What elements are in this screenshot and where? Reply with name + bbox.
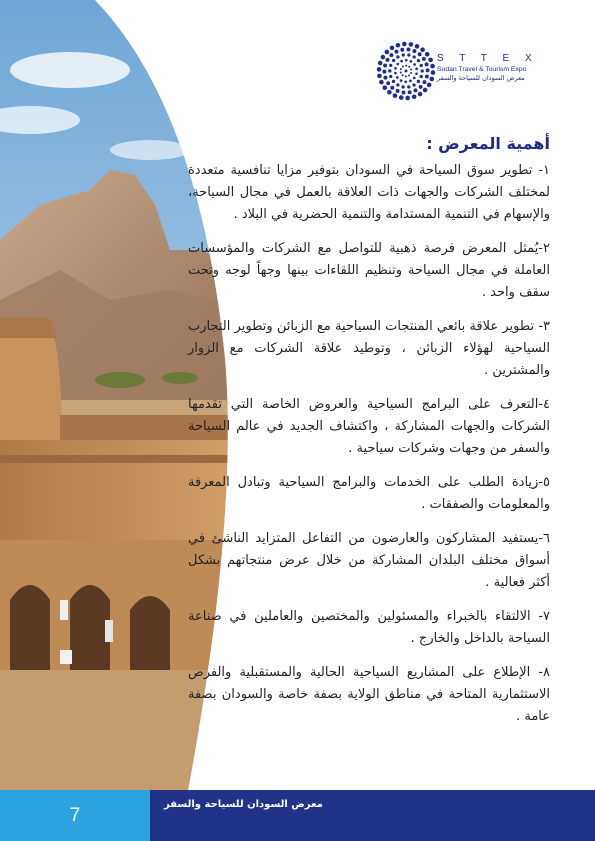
page-number-box: [0, 790, 150, 841]
list-item: ٧- الالتقاء بالخبراء والمسئولين والمختصين والعاملين في صناعة السياحة بالداخل والخارج .: [188, 609, 550, 646]
importance-section: [188, 134, 550, 740]
list-item: ١- تطوير سوق السياحة في السودان بتوفير مزايا تنافسية متعددة لمختلف الشركات والجهات ذات العلاقة بالعمل في مجال السياحة، والإسهام في التنمية المستدامة والتنمية الحضرية في البلاد .: [188, 163, 550, 222]
list-item: ٤-التعرف على البرامج السياحية والعروض الخاصة التي تقدمها الشركات والجهات المشاركة ، واكتشاف الجديد في عالم السياحة والسفر من وجهات وشركات سياحية .: [188, 397, 550, 456]
page-number: 7: [69, 804, 81, 826]
page-footer: [0, 790, 595, 841]
logo-arabic-name: معرض السودان للسياحة والسفر: [437, 74, 525, 82]
list-item: ٨- الإطلاع على المشاريع السياحية الحالية والمستقبلية والفرص الاستثمارية المتاحة في مناطق الولاية بصفة خاصة والسودان بصفة عامة .: [188, 665, 550, 724]
logo-english-name: Sudan Travel & Tourism Expo: [437, 66, 527, 73]
list-item: ٢-يُمثل المعرض فرصة ذهبية للتواصل مع الشركات والمؤسسات العاملة في مجال السياحة وتنظيم اللقاءات بينها وجهاً لوجه وتحت سقف واحد .: [188, 241, 550, 300]
dotted-globe-icon: [376, 41, 436, 101]
footer-title: معرض السودان للسياحة والسفر: [164, 799, 323, 810]
list-item: ٦-يستفيد المشاركون والعارضون من التفاعل المتزايد الناشئ في أسواق مختلف البلدان المشاركة من خلال عرض منتجاتهم بشكل أكثر فعالية .: [188, 531, 550, 590]
sttex-logo: [376, 41, 546, 101]
footer-bar: [150, 790, 595, 841]
list-item: ٣- تطوير علاقة بائعي المنتجات السياحية مع الزبائن وتطوير التجارب السياحية لهؤلاء الزبائن ، وتوطيد علاقة الشركات مع الزوار والمشترين .: [188, 319, 550, 378]
section-heading: أهمية المعرض :: [426, 134, 550, 153]
list-item: ٥-زيادة الطلب على الخدمات والبرامج السياحية وتبادل المعرفة والمعلومات والصفقات .: [188, 475, 550, 512]
logo-acronym: S T T E X: [437, 53, 539, 64]
